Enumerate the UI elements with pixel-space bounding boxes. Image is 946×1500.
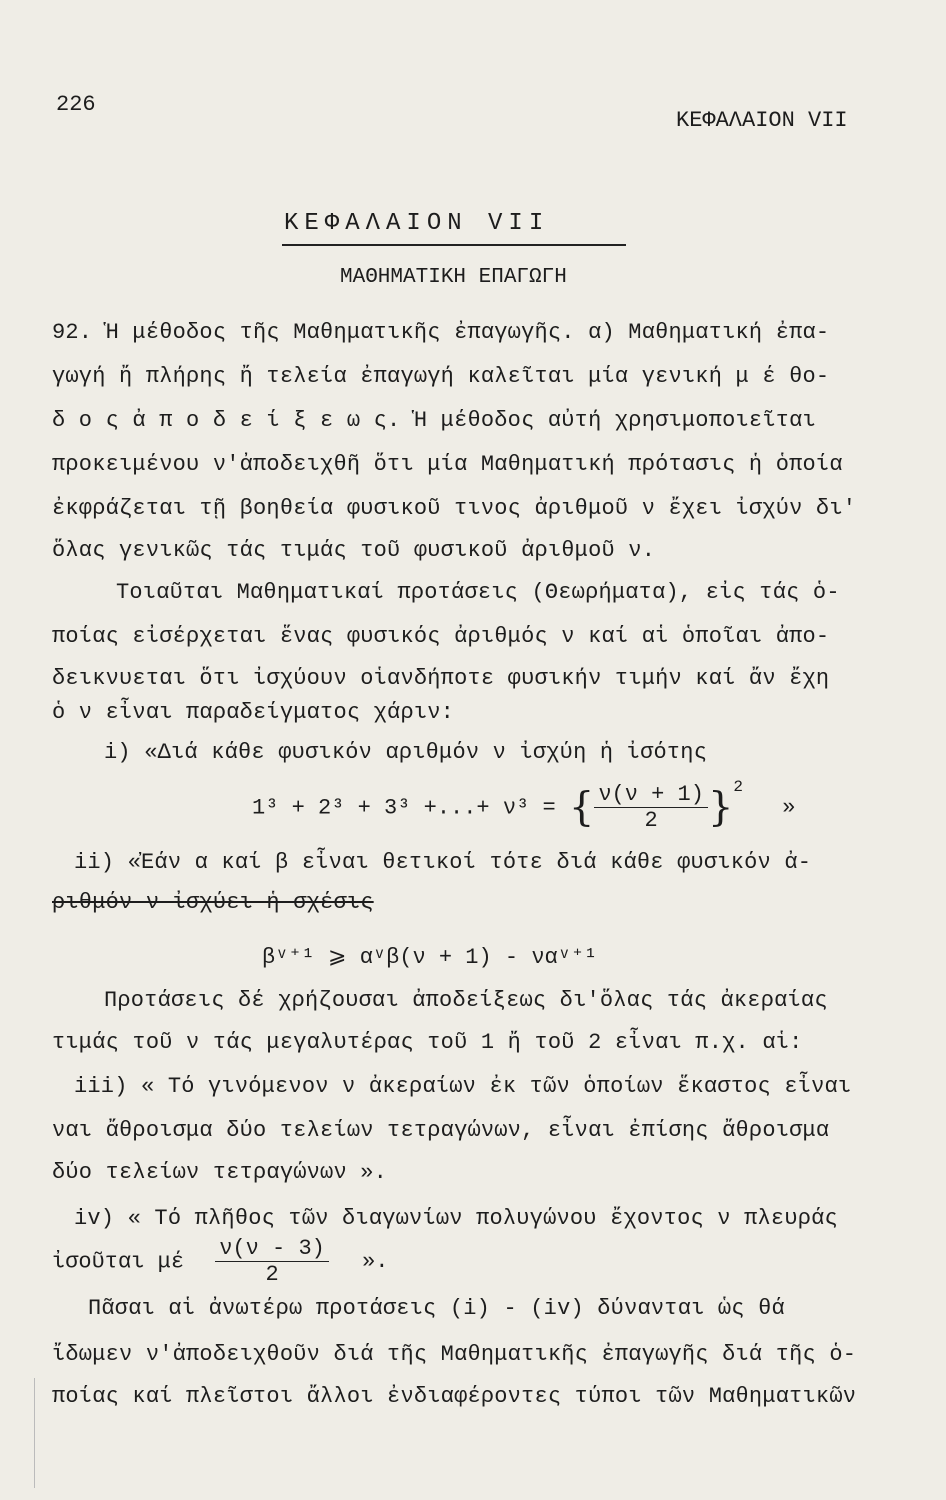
text-line-struck: ριθμόν ν ἰσχύει ἡ σχέσις bbox=[52, 890, 374, 915]
left-brace: { bbox=[568, 784, 595, 831]
text-line: ποίας εἰσέρχεται ἕνας φυσικός ἀριθμός ν καί αἱ ὁποῖαι ἀπο- bbox=[52, 624, 830, 649]
text-line: ὁ ν εἶναι παραδείγματος χάριν: bbox=[52, 700, 455, 725]
text-line: ὅλας γενικῶς τάς τιμάς τοῦ φυσικοῦ ἀριθμοῦ ν. bbox=[52, 538, 656, 563]
fraction-numerator: ν(ν - 3) bbox=[215, 1236, 329, 1262]
text-line: ποίας καί πλεῖστοι ἄλλοι ἐνδιαφέροντες τύποι τῶν Μαθηματικῶν bbox=[52, 1384, 857, 1409]
text-line: ἐκφράζεται τῇ βοηθεία φυσικοῦ τινος ἀριθμοῦ ν ἔχει ἰσχύν δι' bbox=[52, 496, 857, 521]
theorem-i: i) «Διά κάθε φυσικόν αριθμόν ν ἰσχύη ἡ ἰσότης bbox=[104, 740, 708, 765]
fraction bbox=[215, 1236, 329, 1287]
theorem-iv: iv) « Τό πλῆθος τῶν διαγωνίων πολυγώνου ἔχοντος ν πλευράς bbox=[74, 1206, 838, 1231]
running-header: ΚΕΦΑΛΑΙΟΝ VII bbox=[676, 108, 848, 133]
fraction-denominator: 2 bbox=[265, 1262, 279, 1287]
theorem-iii: iii) « Τό γινόμενον ν ἀκεραίων ἐκ τῶν ὁποίων ἕκαστος εἶναι bbox=[74, 1074, 852, 1099]
text-line: γωγή ἤ πλήρης ἤ τελεία ἐπαγωγή καλεῖται μία γενική μ έ θο- bbox=[52, 364, 830, 389]
chapter-title: ΚΕΦΑΛΑΙΟΝ VII bbox=[284, 210, 550, 237]
text-line: Πᾶσαι αἱ ἀνωτέρω προτάσεις (i) - (iv) δύνανται ὡς θά bbox=[88, 1296, 785, 1321]
chapter-subtitle: ΜΑΘΗΜΑΤΙΚΗ ΕΠΑΓΩΓΗ bbox=[340, 266, 567, 289]
formula-lhs: 1³ + 2³ + 3³ +...+ ν³ = bbox=[252, 795, 556, 821]
formula-sum-cubes bbox=[252, 777, 796, 833]
text-line: Τοιαῦται Μαθηματικαί προτάσεις (Θεωρήματα), εἰς τάς ὁ- bbox=[116, 580, 840, 605]
closing-quote: » bbox=[782, 795, 796, 821]
text-line: τιμάς τοῦ ν τάς μεγαλυτέρας τοῦ 1 ἤ τοῦ 2 εἶναι π.χ. αἱ: bbox=[52, 1030, 803, 1055]
title-underline bbox=[282, 244, 626, 246]
fraction bbox=[594, 782, 708, 833]
margin-mark bbox=[34, 1378, 35, 1488]
text-line: Προτάσεις δέ χρήζουσαι ἀποδείξεως δι'ὅλας τάς ἀκεραίας bbox=[104, 988, 828, 1013]
closing-quote: ». bbox=[362, 1249, 389, 1275]
text-line: 92. Ἡ μέθοδος τῆς Μαθηματικῆς ἐπαγωγῆς. α) Μαθηματική ἐπα- bbox=[52, 320, 830, 345]
text-line: ναι ἄθροισμα δύο τελείων τετραγώνων, εἶναι ἐπίσης ἄθροισμα bbox=[52, 1118, 830, 1143]
right-brace: } bbox=[707, 784, 734, 831]
fraction-denominator: 2 bbox=[644, 808, 658, 833]
formula-prefix: ἰσοῦται μέ bbox=[52, 1249, 185, 1275]
page-number: 226 bbox=[56, 92, 96, 117]
text-line: δ ο ς ἀ π ο δ ε ί ξ ε ω ς. Ἡ μέθοδος αὐτή χρησιμοποιεῖται bbox=[52, 408, 816, 433]
text-line: δεικνυεται ὅτι ἰσχύουν οἱανδήποτε φυσικήν τιμήν καί ἄν ἔχη bbox=[52, 666, 830, 691]
theorem-ii: ii) «Ἐάν α καί β εἶναι θετικοί τότε διά κάθε φυσικόν ἀ- bbox=[74, 850, 812, 875]
text-line: προκειμένου ν'ἀποδειχθῆ ὅτι μία Μαθηματική πρότασις ἡ ὁποία bbox=[52, 452, 843, 477]
fraction-numerator: ν(ν + 1) bbox=[594, 782, 708, 808]
formula-diagonals bbox=[52, 1236, 388, 1287]
text-line: δύο τελείων τετραγώνων ». bbox=[52, 1160, 388, 1185]
exponent: 2 bbox=[733, 777, 743, 796]
text-line: ἴδωμεν ν'ἀποδειχθοῦν διά τῆς Μαθηματικῆς ἐπαγωγῆς διά τῆς ὁ- bbox=[52, 1342, 857, 1367]
formula-inequality: βᵛ⁺¹ ⩾ αᵛβ(ν + 1) - ναᵛ⁺¹ bbox=[262, 945, 598, 970]
